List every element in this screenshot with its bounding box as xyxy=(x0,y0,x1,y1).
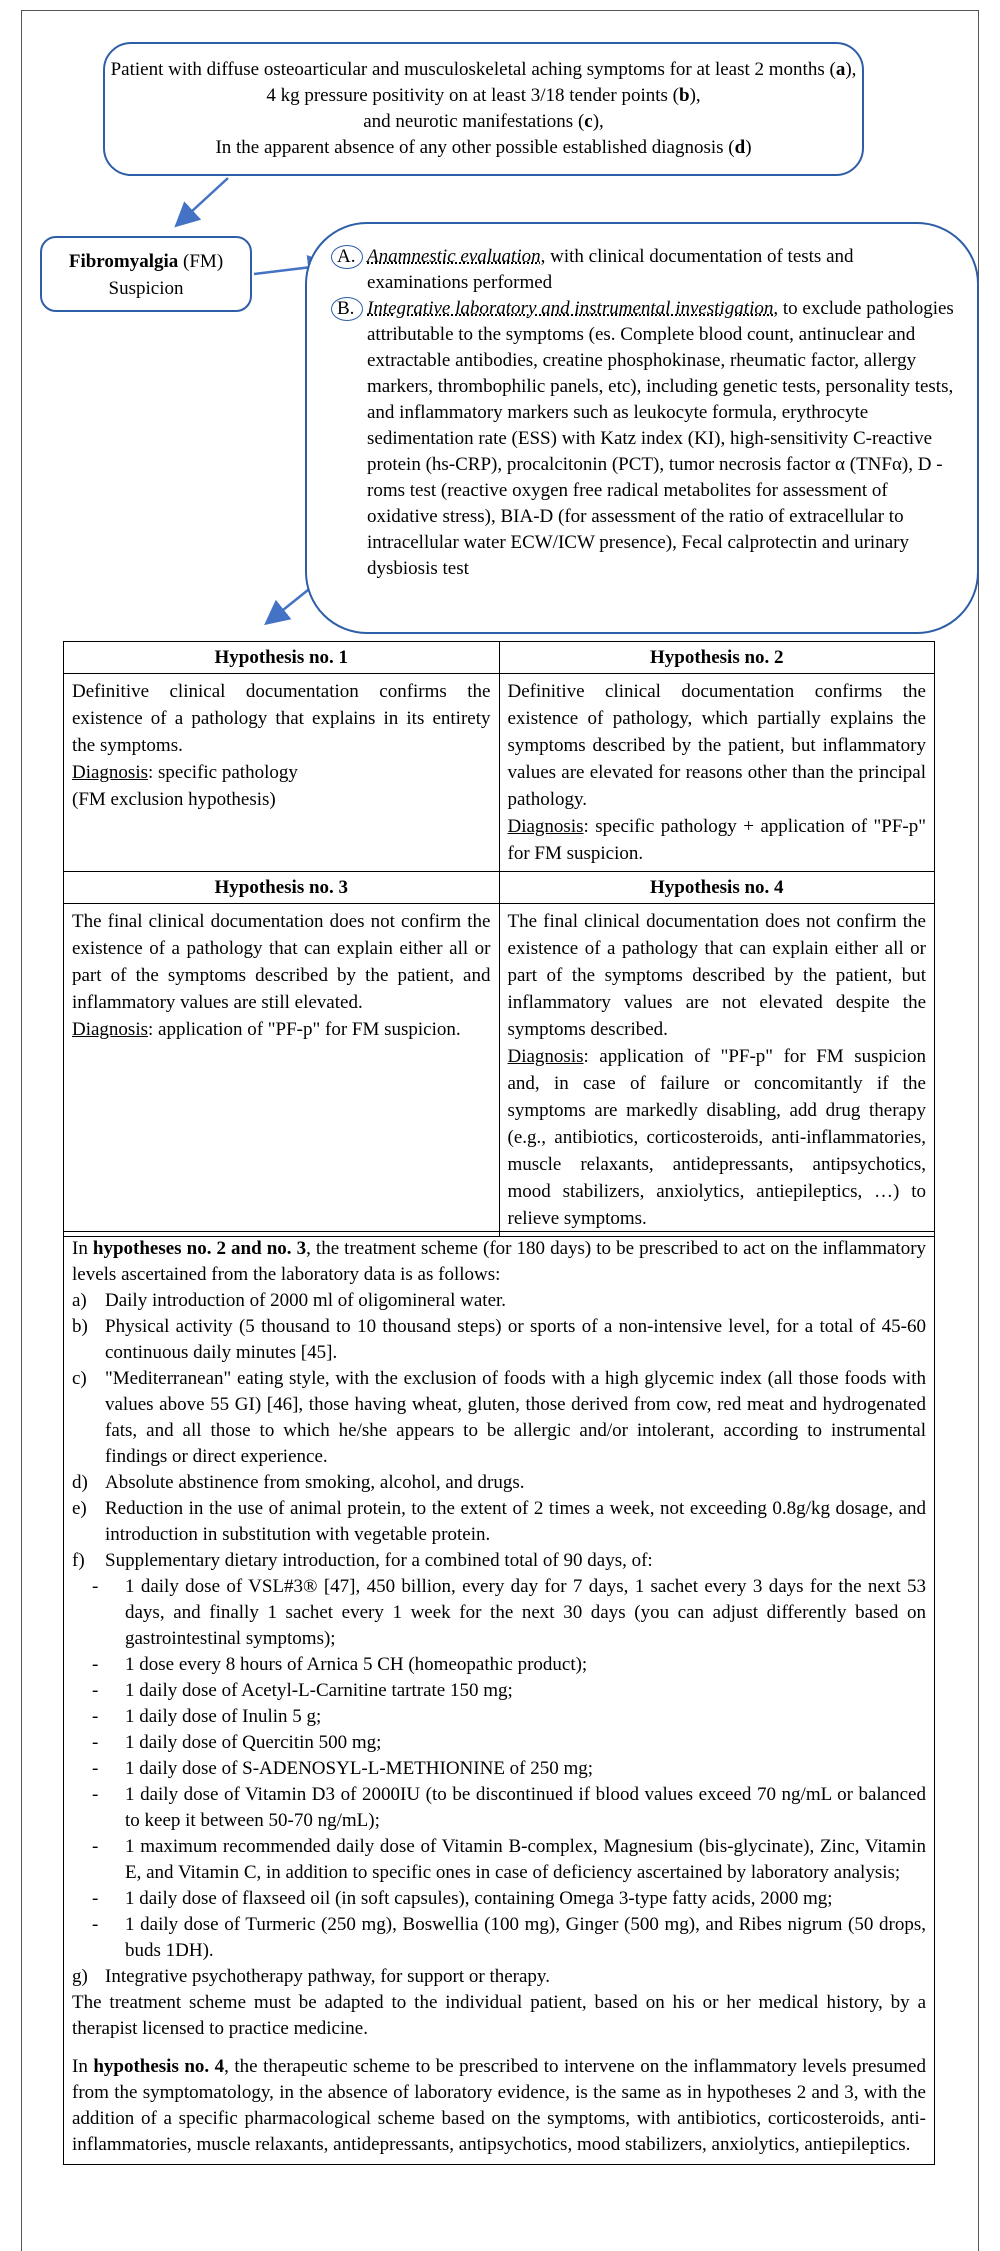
treatment-item: c) "Mediterranean" eating style, with the exclusion of foods with a high glycemic index (all those foods with values above 55 GI) [46], those having wheat, gluten, those derived from cow, red meat and hydrogenated fats, and all those to which he/she appears to be allergic and/or intolerant, according to instrumental findings or direct experience. xyxy=(72,1368,926,1467)
treatment-item: f) Supplementary dietary introduction, for a combined total of 90 days, of: xyxy=(72,1550,653,1571)
treatment-item: b) Physical activity (5 thousand to 10 thousand steps) or sports of a non-intensive level, for a total of 45-60 continuous daily minutes [45]. xyxy=(72,1316,926,1363)
hypothesis-3-cell: The final clinical documentation does not confirm the existence of a pathology that can explain either all or part of the symptoms described by the patient, and inflammatory values are still elevated. Diagnosis: application of "PF-p" for FM suspicion. xyxy=(64,904,500,1237)
supplement-item: - 1 daily dose of Acetyl-L-Carnitine tartrate 150 mg; xyxy=(92,1680,513,1701)
hypothesis-1-cell: Definitive clinical documentation confirms the existence of a pathology that explains in its entirety the symptoms. Diagnosis: specific pathology (FM exclusion hypothesis) xyxy=(64,674,500,872)
supplement-item: - 1 maximum recommended daily dose of Vitamin B-complex, Magnesium (bis-glycinate), Zinc, Vitamin E, and Vitamin C, in addition to specific ones in case of deficiency ascertained by laboratory analysis; xyxy=(92,1836,926,1883)
treatment-item: a) Daily introduction of 2000 ml of oligomineral water. xyxy=(72,1290,507,1311)
supplement-item: - 1 daily dose of Inulin 5 g; xyxy=(92,1706,322,1727)
treatment-item: e) Reduction in the use of animal protein, to the extent of 2 times a week, not exceeding 0.8g/kg dosage, and introduction in substitution with vegetable protein. xyxy=(72,1498,926,1545)
hypotheses-table xyxy=(63,641,935,1237)
evaluation-item-b: B. Integrative laboratory and instrumental investigation, to exclude pathologies attributable to the symptoms (es. Complete blood count, antinuclear and extractable antibodies, creatine phosphokinase, rheumatic factor, allergy markers, thrombophilic panels, etc), including genetic tests, personality tests, and inflammatory markers such as leukocyte formula, erythrocyte sedimentation rate (ESS) with Katz index (KI), high-sensitivity C-reactive protein (hs-CRP), procalcitonin (PCT), tumor necrosis factor α (TNFα), D -roms test (reactive oxygen free radical metabolites for assessment of oxidative stress), BIA-D (for assessment of the ratio of extracellular to intracellular water ECW/ICW presence), Fecal calprotectin and urinary dysbiosis test xyxy=(367,296,957,582)
supplement-item: - 1 daily dose of Quercitin 500 mg; xyxy=(92,1732,382,1753)
supplement-item: - 1 daily dose of Vitamin D3 of 2000IU (to be discontinued if blood values exceed 70 ng/mL or balanced to keep it between 50-70 ng/mL); xyxy=(92,1784,926,1831)
fm-suspicion-box: Fibromyalgia (FM) Suspicion xyxy=(40,236,252,312)
treatment-item: d) Absolute abstinence from smoking, alcohol, and drugs. xyxy=(72,1472,525,1493)
fm-suspicion-label: Suspicion xyxy=(108,278,184,299)
hypothesis-4-cell: The final clinical documentation does not confirm the existence of a pathology that can explain either all or part of the symptoms described by the patient, but inflammatory values are not elevated despite the symptoms described. Diagnosis: application of "PF-p" for FM suspicion and, in case of failure or concomitantly if the symptoms are markedly disabling, add drug therapy (e.g., antibiotics, corticosteroids, anti-inflammatories, muscle relaxants, antidepressants, antipsychotics, mood stabilizers, anxiolytics, antiepileptics, …) to relieve symptoms. xyxy=(499,904,935,1237)
fm-title: Fibromyalgia xyxy=(68,251,179,272)
treatment-intro: In hypotheses no. 2 and no. 3, the treatment scheme (for 180 days) to be prescribed to act on the inflammatory levels ascertained from the laboratory data is as follows: xyxy=(72,1238,927,1285)
supplement-item: - 1 dose every 8 hours of Arnica 5 CH (homeopathic product); xyxy=(92,1654,588,1675)
criteria-line-3: and neurotic manifestations (c), xyxy=(363,111,604,132)
supplement-list xyxy=(72,1574,926,1964)
criteria-line-4: In the apparent absence of any other possible established diagnosis (d) xyxy=(215,137,752,158)
treatment-adapt-note: The treatment scheme must be adapted to the individual patient, based on his or her medical history, by a therapist licensed to practice medicine. xyxy=(72,1992,926,2039)
criteria-line-1: Patient with diffuse osteoarticular and musculoskeletal aching symptoms for at least 2 months (a), xyxy=(110,59,857,80)
criteria-line-2: 4 kg pressure positivity on at least 3/18 tender points (b), xyxy=(266,85,701,106)
supplement-item: - 1 daily dose of Turmeric (250 mg), Boswellia (100 mg), Ginger (500 mg), and Ribes nigrum (50 drops, buds 1DH). xyxy=(92,1914,926,1961)
treatment-item: g) Integrative psychotherapy pathway, for support or therapy. xyxy=(72,1966,550,1987)
criteria-box xyxy=(103,42,864,176)
supplement-item: - 1 daily dose of S-ADENOSYL-L-METHIONINE of 250 mg; xyxy=(92,1758,594,1779)
hypothesis-3-title: Hypothesis no. 3 xyxy=(64,872,500,904)
hypothesis-2-title: Hypothesis no. 2 xyxy=(499,642,935,674)
hypothesis-4-scheme: In hypothesis no. 4, the therapeutic scheme to be prescribed to intervene on the inflammatory levels presumed from the symptomatology, in the absence of laboratory evidence, is the same as in hypotheses 2 and 3, with the addition of a specific pharmacological scheme based on the symptoms, with antibiotics, corticosteroids, anti-inflammatories, muscle relaxants, antidepressants, antipsychotics, mood stabilizers, anxiolytics, antiepileptics. xyxy=(72,2056,926,2155)
treatment-list-g xyxy=(72,1964,926,1990)
evaluation-box xyxy=(305,222,979,634)
treatment-list xyxy=(72,1288,926,1574)
supplement-item: - 1 daily dose of flaxseed oil (in soft capsules), containing Omega 3-type fatty acids, 2000 mg; xyxy=(92,1888,833,1909)
treatment-scheme xyxy=(63,1231,935,2165)
arrow-top-to-fm xyxy=(178,178,228,224)
hypothesis-4-title: Hypothesis no. 4 xyxy=(499,872,935,904)
hypothesis-1-title: Hypothesis no. 1 xyxy=(64,642,500,674)
supplement-item: - 1 daily dose of VSL#3® [47], 450 billion, every day for 7 days, 1 sachet every 3 days for the next 53 days, and finally 1 sachet every 1 week for the next 30 days (you can adjust differently based on gastrointestinal symptoms); xyxy=(92,1576,926,1649)
hypothesis-2-cell: Definitive clinical documentation confirms the existence of pathology, which partially explains the symptoms described by the patient, but inflammatory values are elevated for reasons other than the principal pathology. Diagnosis: specific pathology + application of "PF-p" for FM suspicion. xyxy=(499,674,935,872)
evaluation-item-a: A. Anamnestic evaluation, with clinical documentation of tests and examinations performed xyxy=(367,244,957,296)
